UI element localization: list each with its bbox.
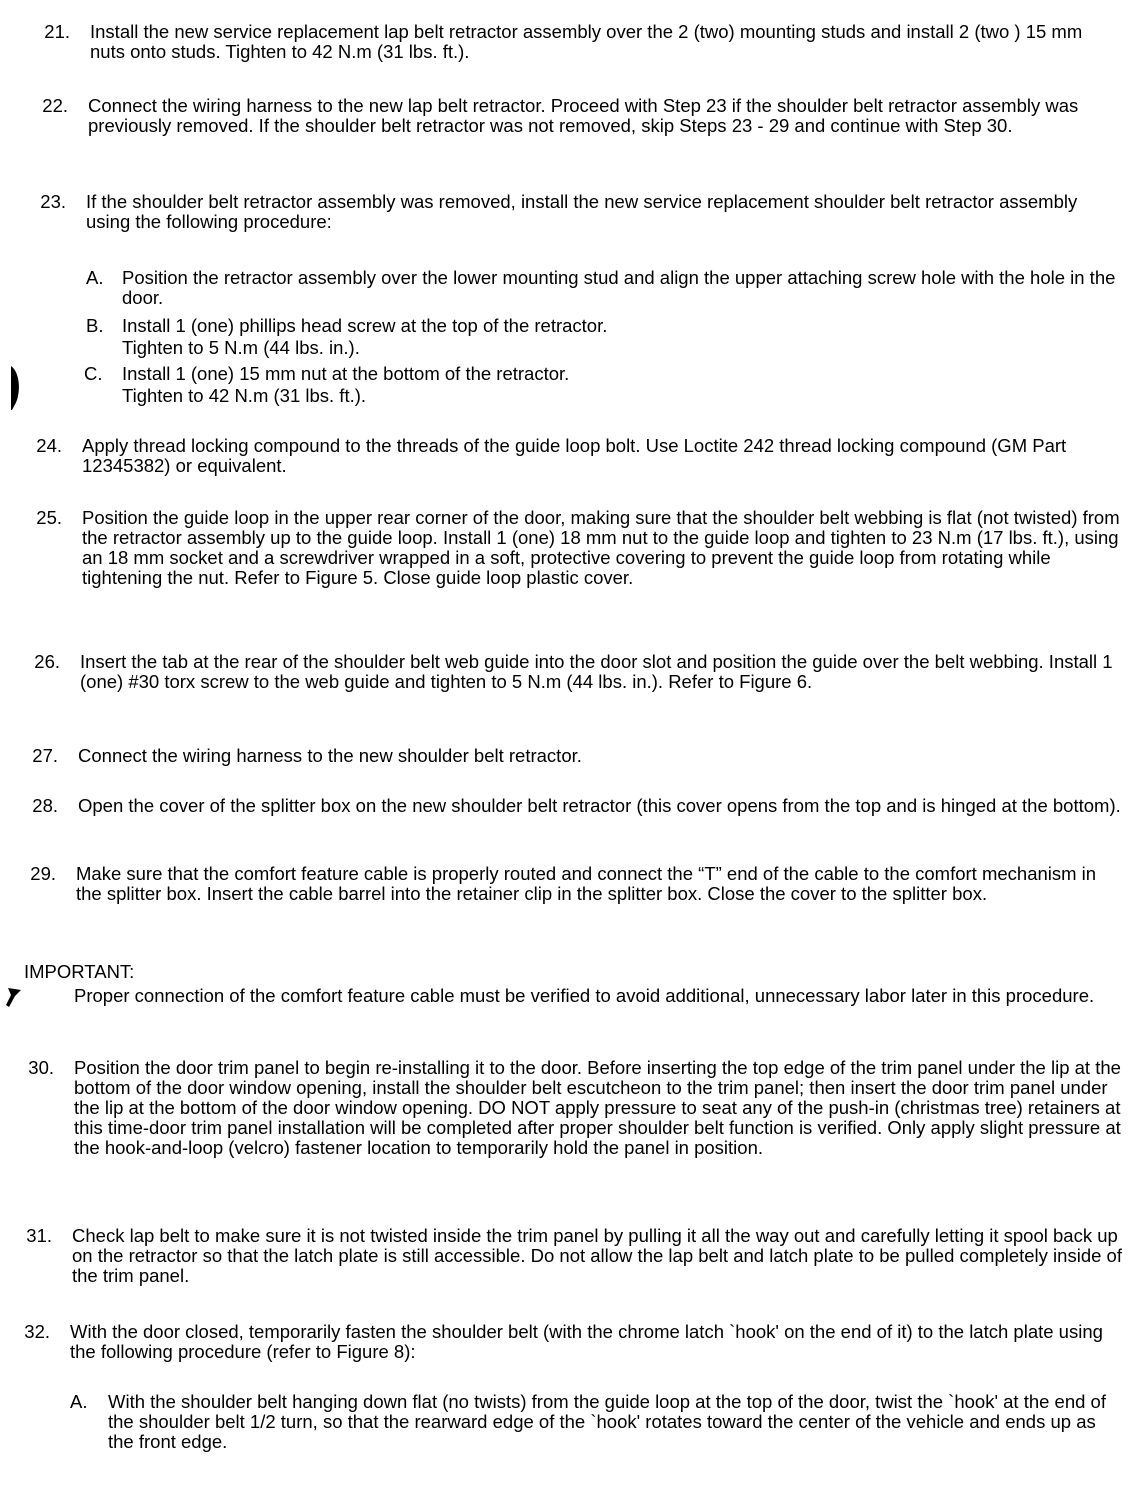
- step-text: Connect the wiring harness to the new lap belt retractor. Proceed with Step 23 if the shoulder belt retractor assembly was previously removed. If the shoulder belt retractor was not removed, skip Steps 23 - 29 and continue with Step 30.: [88, 95, 1079, 136]
- substep-text-line2: Tighten to 42 N.m (31 lbs. ft.).: [122, 385, 367, 406]
- step-number: 25.: [36, 507, 62, 528]
- step-number: 23.: [40, 191, 66, 212]
- step-23-substep-b: [86, 316, 1126, 360]
- substep-letter: A.: [70, 1391, 88, 1412]
- step-text: Open the cover of the splitter box on the new shoulder belt retractor (this cover opens from the top and is hinged at the bottom).: [78, 795, 1121, 816]
- step-number: 26.: [34, 651, 60, 672]
- step-text: Insert the tab at the rear of the shoulder belt web guide into the door slot and position the guide over the belt webbing. Install 1 (one) #30 torx screw to the web guide and tighten to 5 N.m (44 lbs. in.). Refer to Figure 6.: [80, 651, 1113, 692]
- substep-letter: B.: [86, 315, 104, 336]
- step-23-substep-c: [84, 364, 1124, 408]
- step-text: Apply thread locking compound to the threads of the guide loop bolt. Use Loctite 242 thread locking compound (GM Part 12345382) or equivalent.: [82, 435, 1067, 476]
- step-text: Position the guide loop in the upper rear corner of the door, making sure that the shoulder belt webbing is flat (not twisted) from the retractor assembly up to the guide loop. Install 1 (one) 18 mm nut to the guide loop and tighten to 23 N.m (17 lbs. ft.), using an 18 mm socket and a screwdriver wrapped in a soft, protective covering to prevent the guide loop from rotating while tightening the nut. Refer to Figure 5. Close guide loop plastic cover.: [82, 507, 1120, 588]
- step-number: 27.: [32, 745, 58, 766]
- substep-text: Position the retractor assembly over the lower mounting stud and align the upper attaching screw hole with the hole in the door.: [122, 267, 1116, 308]
- step-number: 29.: [30, 863, 56, 884]
- step-number: 22.: [42, 95, 68, 116]
- substep-text-line2: Tighten to 5 N.m (44 lbs. in.).: [122, 337, 360, 358]
- substep-letter: C.: [84, 363, 103, 384]
- step-23-substep-a: [86, 268, 1126, 312]
- step-text: Connect the wiring harness to the new shoulder belt retractor.: [78, 745, 582, 766]
- step-text: If the shoulder belt retractor assembly was removed, install the new service replacement shoulder belt retractor assembly using the following procedure:: [86, 191, 1078, 232]
- step-text: Install the new service replacement lap belt retractor assembly over the 2 (two) mounting studs and install 2 (two ) 15 mm nuts onto studs. Tighten to 42 N.m (31 lbs. ft.).: [90, 21, 1083, 62]
- revision-bar-icon: [10, 366, 20, 410]
- substep-text: Install 1 (one) phillips head screw at the top of the retractor.: [122, 315, 608, 336]
- substep-text: Install 1 (one) 15 mm nut at the bottom of the retractor.: [122, 363, 570, 384]
- step-number: 21.: [44, 21, 70, 42]
- substep-letter: A.: [86, 267, 104, 288]
- step-text: Position the door trim panel to begin re-installing it to the door. Before inserting the top edge of the trim panel under the lip at the bottom of the door window opening, install the shoulder belt escutcheon to the trim panel; then insert the door trim panel under the lip at the bottom of the door window opening. DO NOT apply pressure to seat any of the push-in (christmas tree) retainers at this time-door trim panel installation will be completed after proper shoulder belt function is verified. Only apply slight pressure at the hook-and-loop (velcro) fastener location to temporarily hold the panel in position.: [74, 1057, 1121, 1158]
- step-text: Check lap belt to make sure it is not twisted inside the trim panel by pulling it all the way out and carefully letting it spool back up on the retractor so that the latch plate is still accessible. Do not allow the lap belt and latch plate to be pulled completely inside of the trim panel.: [72, 1225, 1122, 1286]
- substep-text: With the shoulder belt hanging down flat (no twists) from the guide loop at the top of the door, twist the `hook' at the end of the shoulder belt 1/2 turn, so that the rearward edge of the `hook' rotates toward the center of the vehicle and ends up as the front edge.: [108, 1391, 1106, 1452]
- pointer-arrow-icon: [4, 986, 22, 1008]
- step-text: With the door closed, temporarily fasten the shoulder belt (with the chrome latch `hook' on the end of it) to the latch plate using the following procedure (refer to Figure 8):: [70, 1321, 1103, 1362]
- important-label: IMPORTANT:: [24, 961, 135, 982]
- step-text: Make sure that the comfort feature cable is properly routed and connect the “T” end of the cable to the comfort mechanism in the splitter box. Insert the cable barrel into the retainer clip in the splitter box. Close the cover to the splitter box.: [76, 863, 1097, 904]
- step-number: 30.: [28, 1057, 54, 1078]
- step-32-substep-a: [70, 1392, 1122, 1462]
- step-number: 24.: [36, 435, 62, 456]
- important-text: Proper connection of the comfort feature cable must be verified to avoid additional, unnecessary labor later in this procedure.: [74, 985, 1095, 1006]
- step-number: 32.: [24, 1321, 50, 1342]
- step-number: 31.: [26, 1225, 52, 1246]
- step-number: 28.: [32, 795, 58, 816]
